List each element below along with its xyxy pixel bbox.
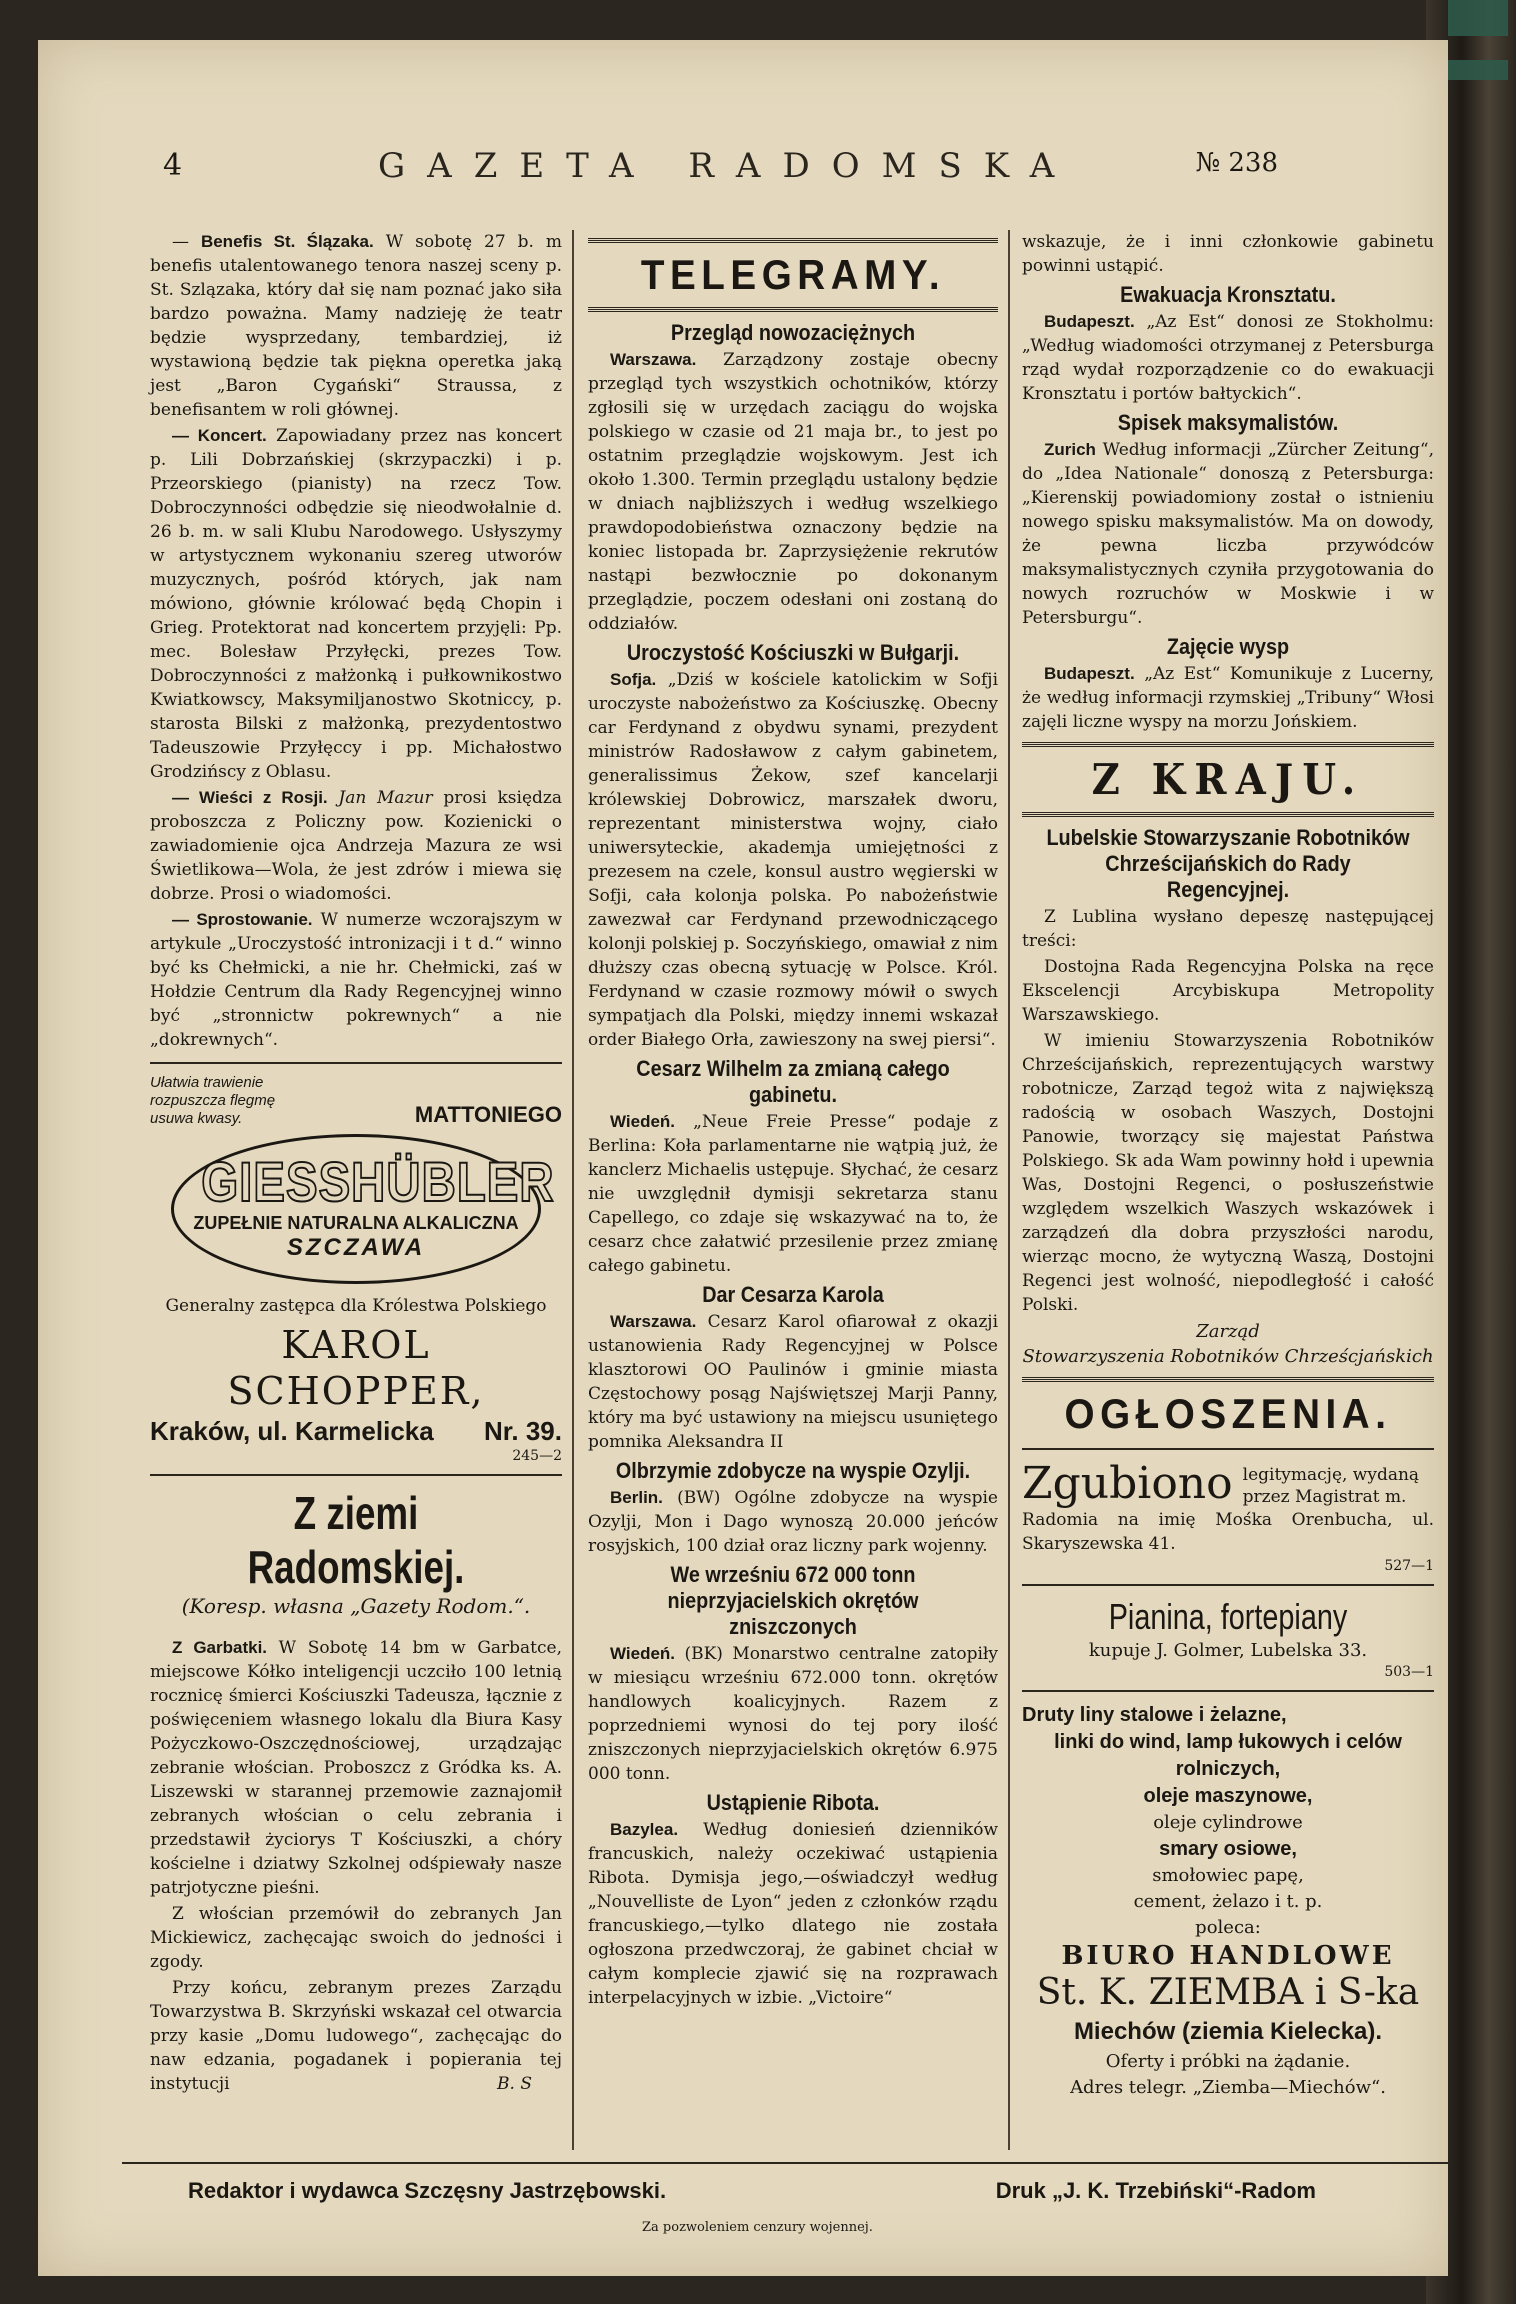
article-paragraph: Warszawa. Cesarz Karol ofiarował z okazji ustanowienia Rady Regencyjnej w Polsce klasztorowi OO Paulinów i gminie miasta Częstochowy posąg Najświętszej Marji Panny, który ma być ustawiony na miejscu usuniętego pomnika Aleksandra II <box>588 1312 999 1452</box>
ad-biuro: BIURO HANDLOWE <box>1061 1941 1395 1971</box>
ad-giesshubler <box>150 1074 562 1464</box>
headline: Lubelskie Stowarzyszanie Robotników Chrześcijańskich do Rady Regencyjnej. <box>1046 825 1410 902</box>
article-paragraph: Budapeszt. „Az Est“ Komunikuje z Lucerny, że według informacji rzymskiej „Tribuny“ Włosi zajęli liczne wyspy na morzu Jońskiem. <box>1022 664 1434 732</box>
headline: Olbrzymie zdobycze na wyspie Ozylji. <box>615 1458 971 1483</box>
ad-pianina-sub: kupuje J. Golmer, Lubelska 33. <box>1088 1640 1368 1661</box>
ad-place: SZCZAWA <box>286 1234 426 1261</box>
column-divider <box>572 230 574 2150</box>
article-paragraph: Berlin. (BW) Ogólne zdobycze na wyspie Ozylji, Mon i Dago wynoszą 20.000 jeńców rosyjskich, 100 dział oraz liczny park wojenny. <box>588 1488 998 1556</box>
article-garbatka: Z Garbatki. W Sobotę 14 bm w Garbatce, miejscowe Kółko inteligencji uczciło 100 letnią rocznicę śmierci Kościuszki Tadeusza, łącznie z poświęceniem własnego lokalu dla Biura Kasy Pożyczkowo-Oszczędnościowej, urządzając zebranie włościan. Proboszcz z Gródka ks. A. Liszewski w starannej przemowie zaznajomił zebranych włościan o celu zebrania i przedstawił życiorys T Kościuszki, a chóry kościelne i dziatwy Szkolnej odśpiewały nasze patrjotyczne pieśni. <box>150 1638 562 1898</box>
headline: Uroczystość Kościuszki w Bułgarji. <box>626 640 960 665</box>
headline: Ewakuacja Kronsztatu. <box>1120 282 1336 307</box>
column-left <box>150 230 562 2098</box>
page-number: 4 <box>163 148 183 183</box>
ad-slogan: Ułatwia trawienie rozpuszcza flegmę usuwa kwasy. <box>150 1074 276 1127</box>
ad-line: Oferty i próbki na żądanie. <box>1105 2051 1351 2072</box>
separator <box>588 307 998 312</box>
ad-name: KAROL SCHOPPER, <box>227 1323 485 1413</box>
headline: We wrześniu 672 000 tonn nieprzyjacielskich okrętów zniszczonych <box>667 1562 919 1639</box>
ad-line: linki do wind, lamp łukowych i celów rolniczych, <box>1054 1731 1402 1780</box>
separator <box>1022 812 1434 817</box>
ad-line: oleje cylindrowe <box>1153 1812 1303 1833</box>
headline: Spisek maksymalistów. <box>1117 410 1339 435</box>
headline: Przegląd nowozaciężnych <box>670 320 916 345</box>
article-sprostowanie: — Sprostowanie. W numerze wczorajszym w artykule „Uroczystość intronizacji i t d.“ winno być ks Chełmicki, a nie hr. Chełmicki, zaś w Hołdzie Centrum dla Rady Regencyjnej winno być „stronnictw pokrewnych“ a nie „dokrewnych“. <box>150 910 562 1050</box>
ad-line: smołowiec papę, <box>1152 1865 1304 1886</box>
ad-pianina <box>1022 1596 1434 1680</box>
article-paragraph: Warszawa. Zarządzony zostaje obecny przegląd tych wszystkich ochotników, którzy zgłosili się w urzędach zaciągu do wojska polskiego w czasie od 21 maja br., to jest po ostatnim przeglądzie wojskowym. Jest ich około 1.300. Termin przeglądu ustalony będzie w dniach najbliższych i według wszelkiego prawdopodobieństwa oznaczony będzie na koniec listopada br. Zaprzysiężenie rekrutów nastąpi bezwłocznie po dokonanym przeglądzie, poczem odesłani oni zostaną do oddziałów. <box>588 350 998 634</box>
binding-tape <box>1448 0 1508 36</box>
ad-company-location: Miechów (ziemia Kielecka). <box>1073 2018 1383 2045</box>
signature-org: Stowarzyszenia Robotników Chrześcjańskich <box>1022 1346 1434 1367</box>
ad-agent: Generalny zastępca dla Królestwa Polskiego <box>165 1296 547 1316</box>
ad-line: poleca: <box>1195 1917 1261 1938</box>
separator <box>150 1474 562 1476</box>
section-title-z-kraju: Z KRAJU. <box>1091 755 1365 804</box>
article-paragraph: Zurich Według informacji „Zürcher Zeitung“, do „Idea Nationale“ donoszą z Petersburga: „Kierenskij powiadomiony został o istnieniu nowego spisku maksymalistów. Ma on dowody, że pewna liczba przywódców maksymalistycznych czyniła przygotowania do nowych rozruchów w Moskwie i w Petersburgu“. <box>1022 440 1434 628</box>
article-paragraph: Bazylea. Według doniesień dzienników francuskich, należy oczekiwać ustąpienia Ribota. Dymisja jego,—oświadczył według „Nouvelliste de Lyon“ jeden z członków rządu francuskiego,—tylko dlatego nie została ogłoszona przedwczoraj, że gabinet chciał w całym komplecie zjawić się na rozprawach interpelacyjnych w izbie. „Victoire“ <box>588 1820 998 2008</box>
separator <box>588 238 998 243</box>
separator <box>1022 742 1434 747</box>
ad-code: 245—2 <box>512 1448 562 1464</box>
footer-censor: Za pozwoleniem cenzury wojennej. <box>642 2220 873 2235</box>
headline: Zajęcie wysp <box>1166 634 1290 659</box>
column-right <box>1022 230 1434 2101</box>
section-title-telegramy: TELEGRAMY. <box>640 251 946 298</box>
separator <box>1022 1448 1434 1450</box>
headline: Cesarz Wilhelm za zmianą całego gabinetu. <box>636 1056 950 1107</box>
article-garbatka-2: Z włościan przemówił do zebranych Jan Mickiewicz, zachęcając swoich do jedności i zgody. <box>150 1904 562 1972</box>
article-wiesci: — Wieści z Rosji. Jan Mazur prosi księdza proboszcza z Policzny pow. Kozienicki o zawiadomienie ojca Andrzeja Mazura ze wsi Świetlikowa—Wola, że jest zdrów i miewa się dobrze. Prosi o wiadomości. <box>150 788 562 904</box>
article-paragraph: Dostojna Rada Regencyjna Polska na ręce Ekscelencji Arcybiskupa Metropolity Warszawskiego. <box>1022 957 1434 1025</box>
ad-zgubiono-side: legitymację, wydaną przez Magistrat m. <box>1242 1465 1420 1507</box>
newspaper-title: GAZETA RADOMSKA <box>378 146 1077 186</box>
article-paragraph: W imieniu Stowarzyszenia Robotników Chrześcijańskich, reprezentujących warstwy robotnicze, Zarząd tegoż wita z największą radością w osobach Waszych, Dostojni Panowie, tworzący się majestat Państwa Polskiego. Sk ada Wam powinny hołd i upewnia Was, Dostojni Regenci, o posłuszeństwie względem wszelkich Waszych wskazówek i zarządzeń dla dobra przyszłości narodu, wierząc mocno, że wytyczną Waszą, Dostojni Regenci jest wolność, niepodległość i całość Polski. <box>1022 1031 1434 1315</box>
newspaper-page <box>38 40 1448 2276</box>
masthead <box>38 140 1448 196</box>
ad-company-name: St. K. ZIEMBA i S-ka <box>1036 1972 1420 2013</box>
article-paragraph: Wiedeń. „Neue Freie Presse“ podaje z Berlina: Koła parlamentarne nie wątpią już, że kanclerz Michaelis ustępuje. Słychać, że cesarz nie uwzględnił dymisji sekretarza stanu Capellego, co zdaje się wskazywać na to, że cesarz chce załatwić przesilenie przez zmianę całego gabinetu. <box>588 1112 998 1276</box>
article-paragraph: Budapeszt. „Az Est“ donosi ze Stokholmu: „Według wiadomości otrzymanej z Petersburga rząd wydał rozporządzenie co do ewakuacji Kronsztatu i portów bałtyckich“. <box>1022 312 1434 404</box>
separator <box>150 1062 562 1064</box>
article-benefis: — Benefis St. Ślązaka. W sobotę 27 b. m benefis utalentowanego tenora naszej sceny p. St. Szlązaka, który dał się nam poznać jako siła bardzo poważna. Mamy nadzieję że teatr będzie wysprzedany, tembardziej, iż wystawioną będzie tak piękna operetka jaką jest „Baron Cygański“ Straussa, z benefisantem w roli głównej. <box>150 232 562 420</box>
ad-line: Adres telegr. „Ziemba—Miechów“. <box>1070 2077 1386 2098</box>
article-koncert: — Koncert. Zapowiadany przez nas koncert p. Lili Dobrzańskiej (skrzypaczki) i p. Przeorskiego (pianisty) na rzecz Tow. Dobroczynności odbędzie się nieodwołalnie d. 26 b. m. w sali Klubu Narodowego. Usłyszymy w artystycznem wykonaniu szereg utworów muzycznych, pośród których, jak nam mówiono, głównie królować będą Chopin i Grieg. Protektorat nad koncertem przyjęli: Pp. mec. Bolesław Przyłęcki, prezes Tow. Dobroczynności z małżonką i pułkownikostwo Kwiatkowscy, Maksymiljanostwo Skotniccy, p. starosta Bilski z małżonką, prezydentostwo Tadeuszowie Przyłęccy i pp. Michałostwo Grodzińscy z Oblasu. <box>150 426 562 782</box>
ad-line: oleje maszynowe, <box>1143 1785 1313 1807</box>
ad-line: smary osiowe, <box>1159 1838 1297 1860</box>
article-paragraph: Sofja. „Dziś w kościele katolickim w Sofji uroczyste nabożeństwo za Kościuszkę. Obecny car Ferdynand z obydwu synami, prezydent ministrów Radosławow z całym gabinetem, generalissimus Żekow, szef kancelarji królewskiej Dobrowicz, marszałek dworu, reprezentant ministerstwa wojny, ciało uniwersyteckie, akademja umiejętności z prezesem na czele, konsul austro węgierski w Sofji, cała kolonja polska. Po nabożeństwie zawezwał car Ferdynand przewodniczącego kolonji polskiej p. Soczyńskiego, omawiał z nim dłuższy czas obecną sytuację w Polsce. Król. Ferdynand w czasie rozmowy mówił o swych sympatjach dla Polski, między innemi wskazał order Białego Orła, zawieszony na swej piersi“. <box>588 670 999 1050</box>
ad-line: cement, żelazo i t. p. <box>1133 1891 1323 1912</box>
article-garbatka-3: Przy końcu, zebranym prezes Zarządu Towarzystwa B. Skrzyński wskazał cel otwarcia przy kasie „Domu ludowego“, zachęcając do naw edzania, pogadanek i popierania tej instytucji B. S <box>150 1978 562 2094</box>
article-paragraph: Wiedeń. (BK) Monarstwo centralne zatopiły w miesiącu wrześniu 672.000 tonn. okrętów handlowych koalicyjnych. Razem z poprzedniemi wynosi do tej pory ilość zniszczonych nieprzyjacielskich okrętów 6.975 000 tonn. <box>588 1644 999 1784</box>
ad-zgubiono-title: Zgubiono <box>1022 1458 1233 1509</box>
ad-code: 503—1 <box>1384 1664 1434 1680</box>
ad-logo-oval <box>171 1134 555 1284</box>
ad-pianina-title: Pianina, fortepiany <box>1108 1596 1348 1637</box>
section-title-ogloszenia: OGŁOSZENIA. <box>1064 1390 1392 1437</box>
binding-tape <box>1448 60 1508 80</box>
ad-zgubiono-text: Radomia na imię Mośka Orenbucha, ul. Skaryszewska 41. <box>1022 1510 1434 1554</box>
ad-address: Nr. 39. Kraków, ul. Karmelicka <box>150 1416 562 1446</box>
footer <box>122 2162 1448 2252</box>
column-middle <box>588 230 998 2012</box>
separator <box>1022 1377 1434 1382</box>
separator <box>1022 1584 1434 1586</box>
ad-brand: GIESSHÜBLER <box>201 1150 555 1213</box>
ad-zgubiono <box>1022 1460 1434 1574</box>
ad-subtitle: ZUPEŁNIE NATURALNA ALKALICZNA <box>193 1213 519 1233</box>
article-paragraph: wskazuje, że i inni członkowie gabinetu powinni ustąpić. <box>1022 232 1434 276</box>
ad-code: 527—1 <box>1384 1558 1434 1574</box>
ad-brand-top: MATTONIEGO <box>414 1102 562 1127</box>
headline: Dar Cesarza Karola <box>702 1282 884 1307</box>
footer-printer: Druk „J. K. Trzebiński“-Radom <box>995 2178 1316 2203</box>
ad-ziemba <box>1022 1702 1434 2101</box>
headline: Ustąpienie Ribota. <box>706 1790 880 1815</box>
signature: Zarząd <box>1196 1321 1260 1342</box>
column-divider <box>1008 230 1010 2150</box>
section-title-ziemi: Z ziemi Radomskiej. <box>247 1487 465 1593</box>
ad-line: Druty liny stalowe i żelazne, <box>1022 1704 1287 1726</box>
footer-editor: Redaktor i wydawca Szczęsny Jastrzębowski. <box>188 2178 667 2203</box>
issue-number: № 238 <box>1195 148 1278 178</box>
correspondence-note: (Koresp. własna „Gazety Rodom.“. <box>181 1594 531 1618</box>
article-paragraph: Z Lublina wysłano depeszę następującej treści: <box>1022 907 1434 951</box>
separator <box>1022 1690 1434 1692</box>
